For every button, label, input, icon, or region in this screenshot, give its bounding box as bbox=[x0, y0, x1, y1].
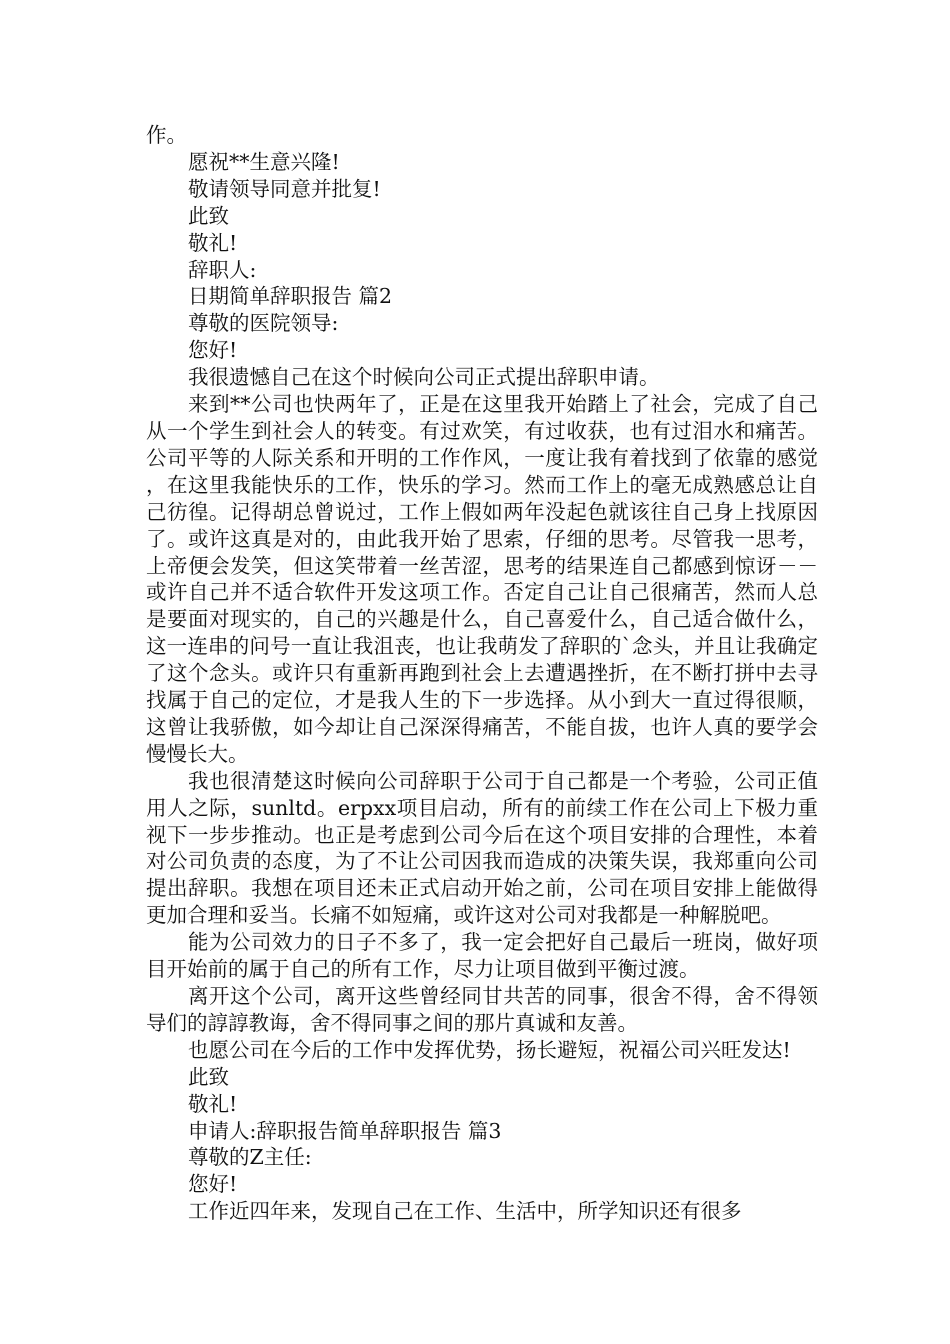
text-line: 敬礼! bbox=[188, 1091, 238, 1116]
document-body bbox=[146, 122, 818, 1225]
greeting: 您好! bbox=[188, 338, 238, 363]
text-line: 辞职人: bbox=[188, 257, 257, 282]
text-line: 作。 bbox=[146, 123, 187, 147]
paragraph: 来到**公司也快两年了，正是在这里我开始踏上了社会，完成了自己从一个学生到社会人的转变。有过欢笑，有过收获，也有过泪水和痛苦。公司平等的人际关系和开明的工作作风，一度让我有着找到了依靠的感觉，在这里我能快乐的工作，快乐的学习。然而工作上的毫无成熟感总让自己彷徨。记得胡总曾说过，工作上假如两年没起色就该往自己身上找原因了。或许这真是对的，由此我开始了思索，仔细的思考。尽管我一思考，上帝便会发笑，但这笑带着一丝苦涩，思考的结果连自己都感到惊讶－－或许自己并不适合软件开发这项工作。否定自己让自己很痛苦，然而人总是要面对现实的，自己的兴趣是什么，自己喜爱什么，自己适合做什么，这一连串的问号一直让我沮丧，也让我萌发了辞职的`念头，并且让我确定了这个念头。或许只有重新再跑到社会上去遭遇挫折，在不断打拼中去寻找属于自己的定位，才是我人生的下一步选择。从小到大一直过得很顺，这曾让我骄傲，如今却让自己深深得痛苦，不能自拔，也许人真的要学会慢慢长大。 bbox=[146, 392, 818, 766]
text-line: 敬请领导同意并批复! bbox=[188, 176, 381, 201]
paragraph: 能为公司效力的日子不多了，我一定会把好自己最后一班岗，做好项目开始前的属于自己的所有工作，尽力让项目做到平衡过渡。 bbox=[146, 930, 818, 982]
paragraph: 也愿公司在今后的工作中发挥优势，扬长避短，祝福公司兴旺发达! bbox=[188, 1037, 791, 1062]
salutation: 尊敬的医院领导: bbox=[188, 311, 339, 336]
text-line: 此致 bbox=[188, 1064, 229, 1089]
greeting: 您好! bbox=[188, 1172, 238, 1197]
paragraph: 离开这个公司，离开这些曾经同甘共苦的同事，很舍不得，舍不得领导们的諄諄教诲，舍不得同事之间的那片真诚和友善。 bbox=[146, 984, 818, 1035]
text-line: 我很遗憾自己在这个时候向公司正式提出辞职申请。 bbox=[188, 365, 660, 390]
section-heading: 日期简单辞职报告 篇2 bbox=[188, 284, 393, 309]
salutation: 尊敬的Z主任: bbox=[188, 1145, 312, 1170]
text-line: 此致 bbox=[188, 203, 229, 228]
section-heading: 申请人:辞职报告简单辞职报告 篇3 bbox=[188, 1118, 502, 1143]
text-line: 敬礼! bbox=[188, 230, 238, 255]
text-line: 工作近四年来，发现自己在工作、生活中，所学知识还有很多 bbox=[188, 1199, 742, 1224]
paragraph: 我也很清楚这时候向公司辞职于公司于自己都是一个考验，公司正值用人之际，sunltd。erpxx项目启动，所有的前续工作在公司上下极力重视下一步步推动。也正是考虑到公司今后在这个项目安排的合理性，本着对公司负责的态度，为了不让公司因我而造成的决策失误，我郑重向公司提出辞职。我想在项目还未正式启动开始之前，公司在项目安排上能做得更加合理和妥当。长痛不如短痛，或许这对公司对我都是一种解脱吧。 bbox=[146, 768, 818, 928]
text-line: 愿祝**生意兴隆! bbox=[188, 149, 340, 174]
